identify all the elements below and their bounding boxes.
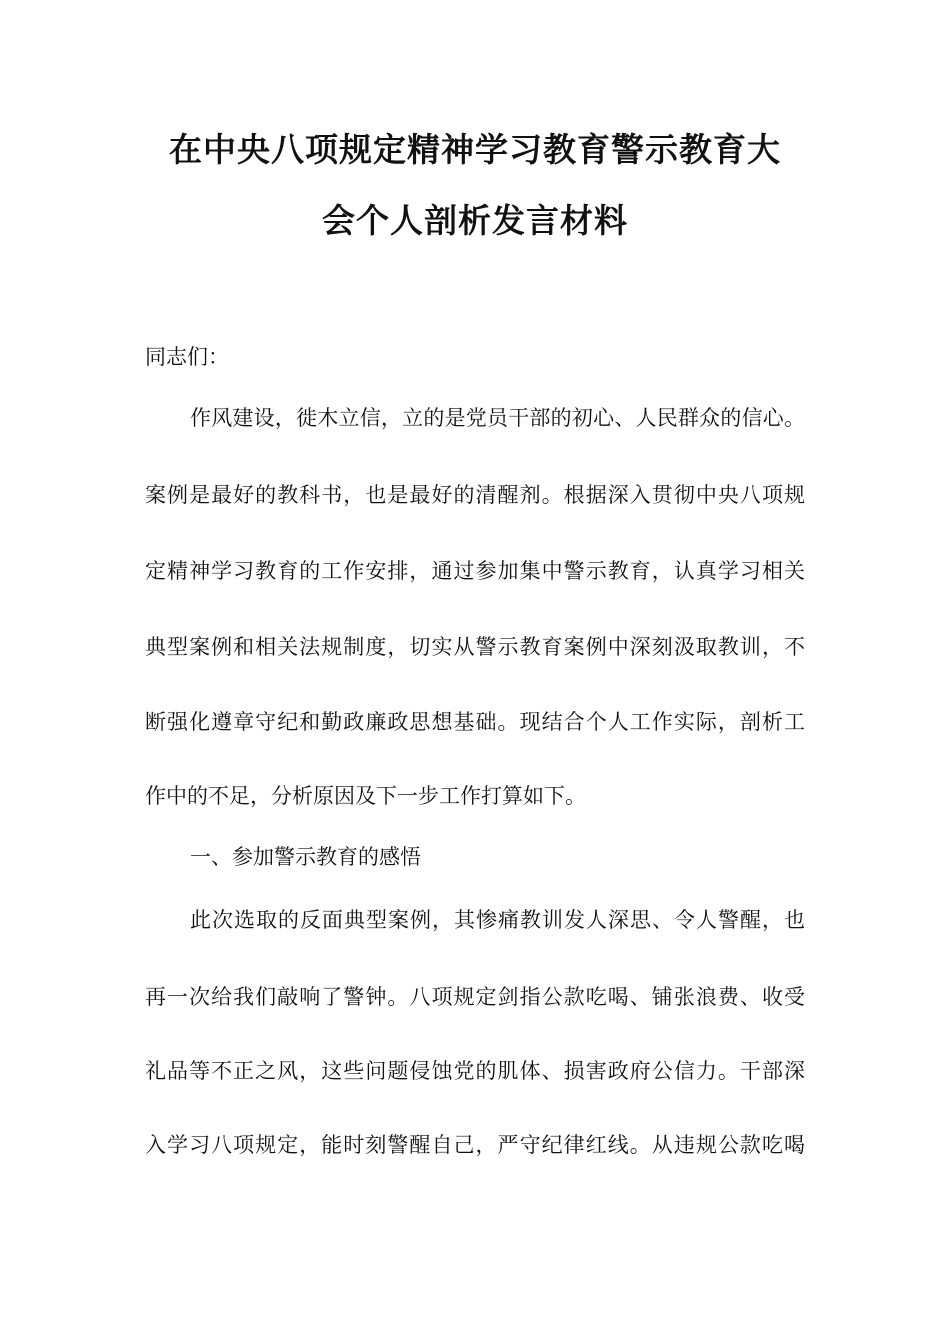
- paragraph-1-line: 作风建设，徙木立信，立的是党员干部的初心、人民群众的信心。: [190, 406, 805, 430]
- document-title-line-1: 在中央八项规定精神学习教育警示教育大: [169, 130, 781, 169]
- paragraph-2-line: 再一次给我们敲响了警钟。八项规定剑指公款吃喝、铺张浪费、收受: [145, 985, 805, 1009]
- paragraph-1-line: 典型案例和相关法规制度，切实从警示教育案例中深刻汲取教训，不: [145, 635, 805, 659]
- salutation: 同志们：: [145, 345, 229, 369]
- section-1-heading: 一、参加警示教育的感悟: [190, 845, 421, 869]
- paragraph-1-line: 作中的不足，分析原因及下一步工作打算如下。: [145, 784, 586, 808]
- paragraph-1-line: 案例是最好的教科书，也是最好的清醒剂。根据深入贯彻中央八项规: [145, 483, 805, 507]
- paragraph-2-line: 此次选取的反面典型案例，其惨痛教训发人深思、令人警醒，也: [190, 908, 805, 932]
- paragraph-1-line: 定精神学习教育的工作安排，通过参加集中警示教育，认真学习相关: [145, 559, 805, 583]
- paragraph-1-line: 断强化遵章守纪和勤政廉政思想基础。现结合个人工作实际，剖析工: [145, 710, 805, 734]
- paragraph-2-line: 入学习八项规定，能时刻警醒自己，严守纪律红线。从违规公款吃喝: [145, 1133, 805, 1157]
- paragraph-2-line: 礼品等不正之风，这些问题侵蚀党的肌体、损害政府公信力。干部深: [145, 1059, 805, 1083]
- document-title-line-2: 会个人剖析发言材料: [322, 201, 628, 240]
